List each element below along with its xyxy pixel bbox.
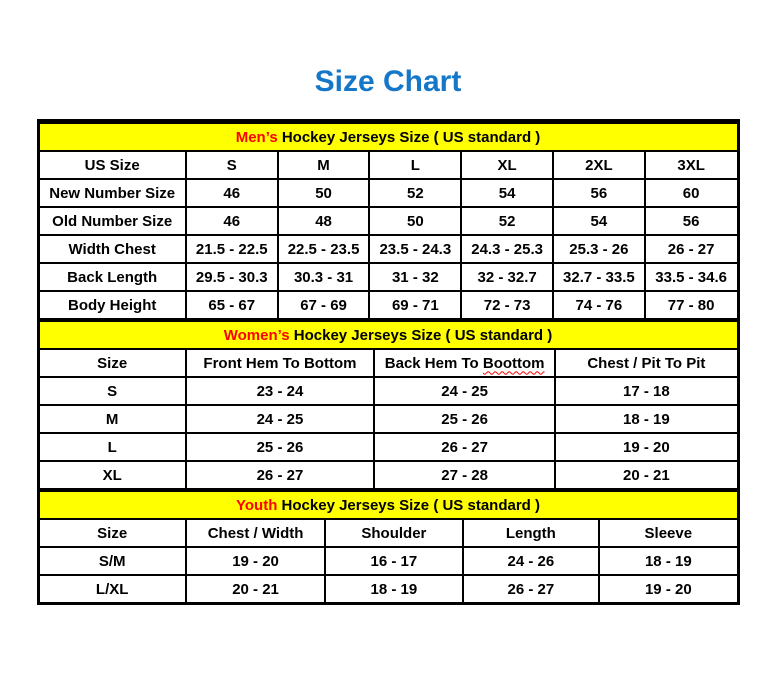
table-cell: 72 - 73 (461, 291, 553, 319)
table-cell: 52 (461, 207, 553, 235)
table-cell: 33.5 - 34.6 (645, 263, 737, 291)
section-band-youth (40, 491, 737, 519)
misspelled-word: Boottom (482, 354, 545, 372)
size-chart-tables (37, 119, 740, 605)
table-cell: 19 - 20 (555, 433, 736, 461)
column-header: Shoulder (325, 519, 462, 547)
column-header: Sleeve (599, 519, 736, 547)
table-row (40, 377, 737, 405)
table-cell: 69 - 71 (369, 291, 461, 319)
table-cell: 21.5 - 22.5 (186, 235, 278, 263)
column-header: Size (40, 349, 186, 377)
column-header: US Size (40, 151, 186, 179)
size-table-mens (40, 122, 737, 320)
table-cell: 24.3 - 25.3 (461, 235, 553, 263)
table-row (40, 235, 737, 263)
column-header: Back Hem To Boottom (374, 349, 555, 377)
table-cell: 65 - 67 (186, 291, 278, 319)
table-cell: 48 (278, 207, 370, 235)
row-label: L (40, 433, 186, 461)
table-cell: 31 - 32 (369, 263, 461, 291)
table-cell: 18 - 19 (325, 575, 462, 602)
table-cell: 54 (461, 179, 553, 207)
table-cell: 77 - 80 (645, 291, 737, 319)
row-label: Width Chest (40, 235, 186, 263)
table-cell: 60 (645, 179, 737, 207)
column-header: Front Hem To Bottom (186, 349, 374, 377)
table-cell: 25 - 26 (374, 405, 555, 433)
table-cell: 18 - 19 (599, 547, 736, 575)
table-cell: 74 - 76 (553, 291, 645, 319)
size-table-womens (40, 320, 737, 490)
table-cell: 24 - 25 (186, 405, 374, 433)
column-header: XL (461, 151, 553, 179)
table-row (40, 575, 737, 602)
size-table-youth (40, 490, 737, 602)
section-band-row (40, 491, 737, 519)
table-cell: 23.5 - 24.3 (369, 235, 461, 263)
column-header: 2XL (553, 151, 645, 179)
table-cell: 32 - 32.7 (461, 263, 553, 291)
table-cell: 32.7 - 33.5 (553, 263, 645, 291)
section-title-text: Hockey Jerseys Size ( US standard ) (277, 496, 540, 514)
row-label: Back Length (40, 263, 186, 291)
table-cell: 25 - 26 (186, 433, 374, 461)
table-cell: 26 - 27 (645, 235, 737, 263)
section-title-text: Hockey Jerseys Size ( US standard ) (289, 326, 553, 344)
header-row (40, 151, 737, 179)
table-cell: 50 (278, 179, 370, 207)
header-row (40, 349, 737, 377)
table-cell: 26 - 27 (186, 461, 374, 489)
table-cell: 26 - 27 (463, 575, 600, 602)
section-title-accent: Men’s (235, 128, 278, 146)
column-header: 3XL (645, 151, 737, 179)
table-row (40, 207, 737, 235)
column-header: L (369, 151, 461, 179)
section-title-accent: Youth (236, 496, 278, 514)
section-band-womens (40, 321, 737, 349)
table-cell: 26 - 27 (374, 433, 555, 461)
section-band-row (40, 321, 737, 349)
header-row (40, 519, 737, 547)
table-cell: 50 (369, 207, 461, 235)
column-header: Chest / Width (186, 519, 325, 547)
table-cell: 19 - 20 (186, 547, 325, 575)
table-cell: 19 - 20 (599, 575, 736, 602)
table-cell: 56 (645, 207, 737, 235)
table-cell: 27 - 28 (374, 461, 555, 489)
section-band-row (40, 123, 737, 151)
column-header: M (278, 151, 370, 179)
table-row (40, 405, 737, 433)
section-band-mens (40, 123, 737, 151)
table-cell: 29.5 - 30.3 (186, 263, 278, 291)
table-row (40, 263, 737, 291)
table-row (40, 433, 737, 461)
table-cell: 23 - 24 (186, 377, 374, 405)
row-label: New Number Size (40, 179, 186, 207)
table-row (40, 547, 737, 575)
row-label: S/M (40, 547, 186, 575)
table-cell: 46 (186, 179, 278, 207)
table-cell: 20 - 21 (555, 461, 736, 489)
table-cell: 24 - 25 (374, 377, 555, 405)
row-label: XL (40, 461, 186, 489)
section-title-accent: Women’s (223, 326, 290, 344)
table-row (40, 461, 737, 489)
row-label: Body Height (40, 291, 186, 319)
row-label: L/XL (40, 575, 186, 602)
row-label: M (40, 405, 186, 433)
table-row (40, 179, 737, 207)
section-title-text: Hockey Jerseys Size ( US standard ) (277, 128, 541, 146)
table-cell: 24 - 26 (463, 547, 600, 575)
column-header: Size (40, 519, 186, 547)
table-cell: 46 (186, 207, 278, 235)
table-cell: 30.3 - 31 (278, 263, 370, 291)
table-cell: 67 - 69 (278, 291, 370, 319)
column-header: Length (463, 519, 600, 547)
page-title: Size Chart (314, 65, 462, 98)
row-label: Old Number Size (40, 207, 186, 235)
table-cell: 22.5 - 23.5 (278, 235, 370, 263)
table-row (40, 291, 737, 319)
table-cell: 18 - 19 (555, 405, 736, 433)
table-cell: 54 (553, 207, 645, 235)
table-cell: 52 (369, 179, 461, 207)
row-label: S (40, 377, 186, 405)
table-cell: 16 - 17 (325, 547, 462, 575)
column-header: S (186, 151, 278, 179)
table-cell: 56 (553, 179, 645, 207)
table-cell: 20 - 21 (186, 575, 325, 602)
column-header: Chest / Pit To Pit (555, 349, 736, 377)
table-cell: 25.3 - 26 (553, 235, 645, 263)
table-cell: 17 - 18 (555, 377, 736, 405)
